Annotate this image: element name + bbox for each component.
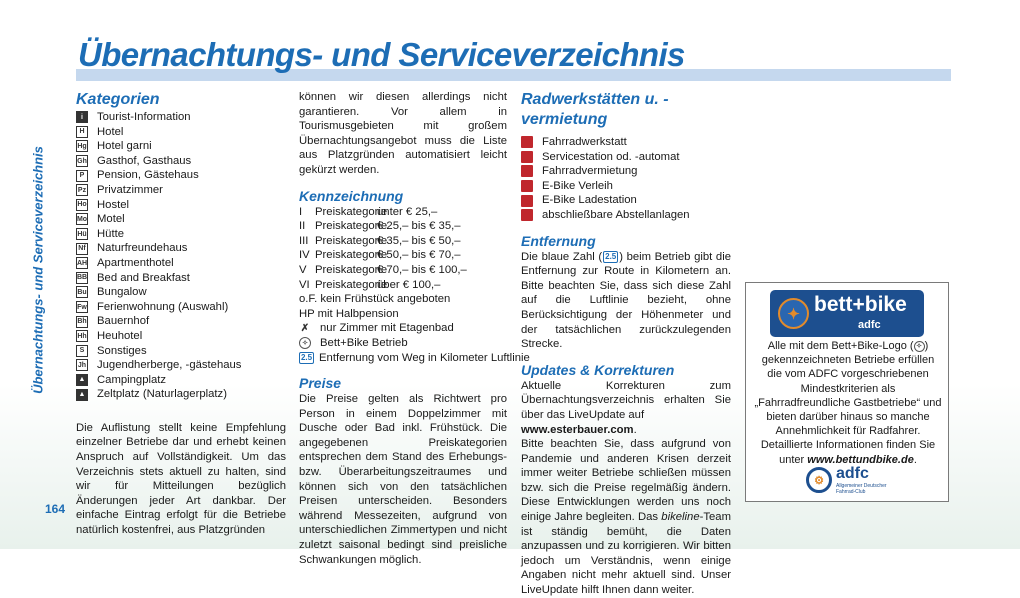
category-label: Heuhotel bbox=[97, 329, 143, 342]
category-label: Motel bbox=[97, 213, 125, 226]
bungalow-icon: Bu bbox=[76, 286, 88, 298]
gasthof-icon: Gh bbox=[76, 155, 88, 167]
category-item bbox=[76, 139, 286, 154]
distance-row: 2.5 Entfernung vom Weg in Kilometer Luftlinie bbox=[300, 351, 530, 364]
rad-service-item bbox=[521, 150, 731, 165]
floor-bath-icon: ✗ bbox=[300, 322, 310, 334]
price-category-row bbox=[299, 219, 507, 234]
bed-and-breakfast-icon: BB bbox=[76, 272, 88, 284]
e-bike-ladestation-icon bbox=[521, 195, 533, 207]
category-label: Privatzimmer bbox=[97, 183, 163, 196]
privatzimmer-icon: Pz bbox=[76, 184, 88, 196]
page-title: Übernachtungs- und Serviceverzeichnis bbox=[78, 36, 685, 73]
category-label: Sonstiges bbox=[97, 344, 147, 357]
hotel-garni-icon: Hg bbox=[76, 140, 88, 152]
price-range: unter € 25,– bbox=[377, 205, 438, 218]
huette-icon: Hü bbox=[76, 228, 88, 240]
rad-service-item bbox=[521, 208, 731, 223]
price-category-row bbox=[299, 205, 507, 220]
rad-service-item bbox=[521, 164, 731, 179]
category-item bbox=[76, 198, 286, 213]
rad-service-label: E-Bike Verleih bbox=[542, 179, 613, 192]
rad-service-item bbox=[521, 135, 731, 150]
category-item bbox=[76, 168, 286, 183]
bettundbike-link[interactable]: www.bettundbike.de bbox=[807, 453, 914, 466]
halfboard-row: HP mit Halbpension bbox=[299, 307, 399, 320]
category-label: Bauernhof bbox=[97, 315, 150, 328]
bett-bike-logo-icon: ✦ bbox=[778, 298, 809, 329]
category-item bbox=[76, 314, 286, 329]
fahrradwerkstatt-icon bbox=[521, 136, 533, 148]
price-code: III bbox=[299, 234, 309, 247]
column-kategorien bbox=[76, 90, 286, 538]
category-label: Gasthof, Gasthaus bbox=[97, 154, 192, 167]
updates-intro: Aktuelle Korrekturen zum Übernachtungsverzeichnis erhalten Sie über das LiveUpdate auf www.esterbauer.com. bbox=[521, 379, 731, 436]
price-category-list bbox=[299, 205, 507, 293]
bett-bike-row: ✧ Bett+Bike Betrieb bbox=[299, 336, 507, 351]
adfc-logo-icon: ⚙ bbox=[806, 467, 832, 493]
category-item bbox=[76, 241, 286, 256]
entfernung-text: Die blaue Zahl ( 2.5 ) beim Betrieb gibt die Entfernung zur Route in Kilometern an. Bitte beachten Sie, dass sich diese Zahl auf die Luftlinie bezieht, ohne Berücksichtigung der Höhenmeter und der tatsächlichen zurückzulegenden Strecke. bbox=[521, 250, 731, 351]
entfernung-badge: 2.5 bbox=[605, 251, 617, 261]
category-item bbox=[76, 271, 286, 286]
adfc-logo-sub: Allgemeiner Deutscher Fahrrad-Club bbox=[836, 483, 887, 495]
kategorien-list bbox=[76, 110, 286, 402]
category-label: Tourist-Information bbox=[97, 111, 191, 123]
distance-badge: 2.5 bbox=[300, 352, 313, 362]
floor-bath-row: ✗ nur Zimmer mit Etagenbad bbox=[300, 322, 454, 335]
category-label: Campingplatz bbox=[97, 373, 167, 386]
hotel-icon: H bbox=[76, 126, 88, 138]
price-code: II bbox=[299, 220, 306, 233]
page-number: 164 bbox=[45, 502, 66, 516]
ferienwohnung-icon: Fw bbox=[76, 301, 88, 313]
hostel-icon: Ho bbox=[76, 199, 88, 211]
motel-icon: Mo bbox=[76, 213, 88, 225]
price-range: € 70,– bis € 100,– bbox=[377, 263, 467, 276]
price-range: € 35,– bis € 50,– bbox=[377, 234, 461, 247]
col2-intro: können wir diesen allerdings nicht garantieren. Vor allem in Tourismusgebieten mit großem Übernachtungsangebot muss die Liste aus Platzgründen automatisiert leicht gekürzt werden. bbox=[299, 91, 507, 176]
category-label: Bed and Breakfast bbox=[97, 271, 190, 284]
fahrradvermietung-icon bbox=[521, 165, 533, 177]
category-label: Apartmenthotel bbox=[97, 256, 174, 269]
category-item bbox=[76, 344, 286, 359]
price-code: VI bbox=[299, 278, 310, 291]
sonstiges-icon: S bbox=[76, 345, 88, 357]
category-item bbox=[76, 227, 286, 242]
price-category-row bbox=[299, 234, 507, 249]
category-label: Naturfreundehaus bbox=[97, 242, 188, 255]
category-item bbox=[76, 387, 286, 402]
updates-heading: Updates & Korrekturen bbox=[521, 361, 675, 378]
entfernung-heading: Entfernung bbox=[521, 232, 596, 249]
column-kennzeichnung bbox=[299, 90, 530, 567]
preise-heading: Preise bbox=[299, 375, 342, 392]
category-label: Pension, Gästehaus bbox=[97, 169, 199, 182]
price-code: IV bbox=[299, 249, 310, 262]
rad-service-label: Fahrradvermietung bbox=[542, 165, 638, 178]
category-item bbox=[76, 212, 286, 227]
category-label: Ferienwohnung (Auswahl) bbox=[97, 300, 229, 313]
preise-text: Die Preise gelten als Richtwert pro Person in einem Doppelzimmer mit Dusche oder Bad inkl. Frühstück. Die angegebenen Preiskategorien entsprechen dem Stand des Erhebungs- bzw. Überarbeitungszeitraumes und können sich von den tatsächlichen Preisen unterscheiden. Besonders während Messezeiten, aufgrund von unterschiedlichen Zimmertypen und nicht zuletzt saisonal bedingt sind preisliche Schwankungen möglich. bbox=[299, 393, 507, 566]
category-item bbox=[76, 373, 286, 388]
category-item bbox=[76, 300, 286, 315]
adfc-logo-name: adfc bbox=[836, 465, 869, 482]
kennzeichnung-heading: Kennzeichnung bbox=[299, 187, 404, 204]
kategorien-paragraph: Die Auflistung stellt keine Empfehlung einzelner Betriebe dar und erhebt keinen Anspruch auf Vollständigkeit. Um das Verzeichnis stets aktuell zu halten, sind wir für Mitteilungen bezüglich Änderungen jeder Art dankbar. Der einfache Eintrag erfolgt für die Betriebe natürlich kostenfrei, aus Platzgründen bbox=[76, 421, 286, 537]
price-label: Preiskategorie bbox=[315, 249, 388, 262]
campingplatz-icon: ▲ bbox=[76, 374, 88, 386]
category-item bbox=[76, 110, 286, 125]
kategorien-heading: Kategorien bbox=[76, 91, 160, 108]
category-item bbox=[76, 125, 286, 140]
category-item bbox=[76, 154, 286, 169]
rad-service-label: abschließbare Abstellanlagen bbox=[542, 208, 690, 221]
updates-text: Bitte beachten Sie, dass aufgrund von Pandemie und anderen Krisen derzeit immer weiter Betriebe schließen müssen bzw. sich die Preise regelmäßig ändern. Diese Entwicklungen werden uns noch einige Jahre begleiten. Das bikeline-Team ist ständig bemüht, die Daten anzupassen und zu korrigieren. Wir bitten jedoch um Verständnis, wenn einige Angaben nicht mehr aktuell sind. Unser LiveUpdate hilft Ihnen dann weiter. bbox=[521, 438, 731, 597]
category-label: Zeltplatz (Naturlagerplatz) bbox=[97, 388, 227, 401]
price-range: über € 100,– bbox=[377, 278, 441, 291]
category-label: Bungalow bbox=[97, 286, 147, 299]
rad-service-item bbox=[521, 179, 731, 194]
price-category-row bbox=[299, 248, 507, 263]
price-range: € 25,– bis € 35,– bbox=[377, 220, 461, 233]
price-category-row bbox=[299, 263, 507, 278]
bett-bike-logo-sub: adfc bbox=[858, 319, 881, 331]
tourist-info-icon: i bbox=[76, 111, 88, 123]
price-label: Preiskategorie bbox=[315, 205, 388, 218]
category-label: Hostel bbox=[97, 198, 130, 211]
price-code: I bbox=[299, 205, 303, 218]
price-range: € 50,– bis € 70,– bbox=[377, 249, 461, 262]
bett-bike-info-box bbox=[745, 282, 949, 502]
bauernhof-icon: Bh bbox=[76, 316, 88, 328]
adfc-logo bbox=[806, 465, 896, 499]
radwerkstaetten-heading: Radwerkstätten u. -vermietung bbox=[521, 91, 669, 128]
side-title-text: Übernachtungs- und Serviceverzeichnis bbox=[30, 146, 46, 394]
column-radwerkstaetten bbox=[521, 90, 731, 598]
category-label: Hotel garni bbox=[97, 140, 152, 153]
heuhotel-icon: Hh bbox=[76, 330, 88, 342]
bett-bike-description: Alle mit dem Bett+Bike-Logo ( ✧ ) gekennzeichneten Betriebe erfüllen die vom ADFC vorgeschriebenen Mindestkriterien als „Fahrradfreundliche Gastbetriebe“ und bieten darüber hinaus so manche Annehmlichkeit für Radfahrer. Detaillierte Informationen finden Sie unter www.bettundbike.de. bbox=[754, 340, 942, 466]
pension-icon: P bbox=[76, 170, 88, 182]
no-breakfast-row: o.F. kein Frühstück angeboten bbox=[299, 293, 451, 306]
bett-bike-inline-icon: ✧ bbox=[914, 341, 925, 352]
category-item bbox=[76, 358, 286, 373]
price-label: Preiskategorie bbox=[315, 220, 388, 233]
category-item bbox=[76, 285, 286, 300]
zeltplatz-icon: ▲ bbox=[76, 389, 88, 401]
price-label: Preiskategorie bbox=[315, 263, 388, 276]
jugendherberge-icon: Jh bbox=[76, 359, 88, 371]
price-label: Preiskategorie bbox=[315, 234, 388, 247]
rad-service-label: E-Bike Ladestation bbox=[542, 194, 637, 207]
radwerkstaetten-list bbox=[521, 135, 731, 223]
bett-bike-icon: ✧ bbox=[299, 337, 311, 349]
bett-bike-logo-text: bett+bike bbox=[814, 293, 907, 316]
category-item bbox=[76, 329, 286, 344]
servicestation-icon bbox=[521, 151, 533, 163]
rad-service-item bbox=[521, 193, 731, 208]
price-label: Preiskategorie bbox=[315, 278, 388, 291]
category-item bbox=[76, 183, 286, 198]
naturfreundehaus-icon: Nf bbox=[76, 243, 88, 255]
category-label: Jugendherberge, -gästehaus bbox=[97, 359, 242, 372]
price-category-row bbox=[299, 278, 507, 293]
rad-service-label: Servicestation od. -automat bbox=[542, 150, 680, 163]
abstellanlagen-icon bbox=[521, 209, 533, 221]
apartmenthotel-icon: AH bbox=[76, 257, 88, 269]
price-code: V bbox=[299, 263, 307, 276]
esterbauer-link[interactable]: www.esterbauer.com bbox=[521, 423, 634, 436]
category-label: Hotel bbox=[97, 125, 124, 138]
category-item bbox=[76, 256, 286, 271]
e-bike-verleih-icon bbox=[521, 180, 533, 192]
bett-bike-logo bbox=[770, 290, 924, 337]
rad-service-label: Fahrradwerkstatt bbox=[542, 136, 627, 148]
category-label: Hütte bbox=[97, 227, 125, 240]
